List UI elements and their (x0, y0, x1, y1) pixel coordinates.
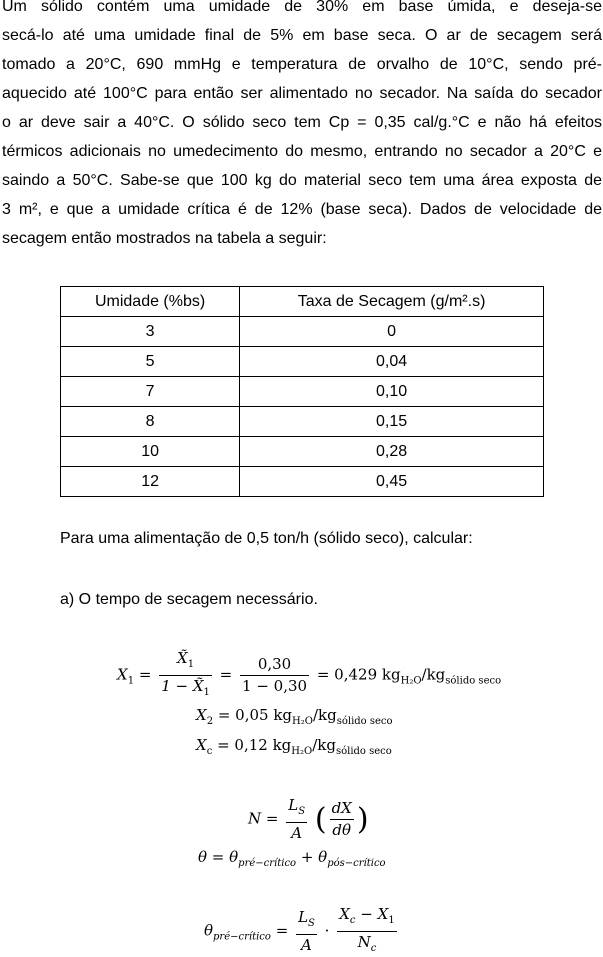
problem-line: Um sólido contém uma umidade de 30% em base úmida, e deseja-se (2, 0, 602, 15)
table-row (61, 437, 544, 467)
moisture-cell: 3 (61, 317, 240, 347)
rate-cell: 0,28 (240, 437, 544, 467)
table-row (61, 467, 544, 497)
column-header-moisture: Umidade (%bs) (61, 287, 240, 317)
problem-line: secagem então mostrados na tabela a seguir: (2, 230, 327, 247)
equation-x1: $X_1$ = $\frac{X̃_1}{1 - X̃_1}$ = $\frac{0,30}{1 - 0,30}$ = 0,429 $kg_{H_2O}/kg_{sólido seco}$ (117, 650, 501, 701)
problem-statement (2, 0, 602, 253)
equation-total-time: $\theta = \theta_{pré-crítico} + \theta_{pós-crítico}$ (198, 848, 386, 869)
moisture-cell: 10 (61, 437, 240, 467)
table-header-row (61, 287, 544, 317)
moisture-cell: 8 (61, 407, 240, 437)
problem-line: térmicos adicionais no umedecimento do mesmo, entrando no secador a 20°C e (2, 143, 602, 160)
moisture-cell: 12 (61, 467, 240, 497)
problem-line: o ar deve sair a 40°C. O sólido seco tem Cp = 0,35 cal/g.°C e não há efeitos (2, 114, 602, 131)
rate-cell: 0 (240, 317, 544, 347)
moisture-cell: 7 (61, 377, 240, 407)
problem-line: secá-lo até uma umidade final de 5% em base seca. O ar de secagem será (2, 27, 602, 44)
table-row (61, 317, 544, 347)
fraction: $\frac{L_S}{A}$ (288, 796, 306, 842)
moisture-cell: 5 (61, 347, 240, 377)
fraction: $\frac{L_S}{A}$ (298, 908, 315, 954)
table-row (61, 407, 544, 437)
problem-line: saindo a 50°C. Sabe-se que 100 kg do material seco tem uma área exposta de (2, 172, 602, 189)
rate-cell: 0,10 (240, 377, 544, 407)
problem-line: aquecido até 100°C para então ser alimentado no secador. Na saída do secador (2, 85, 602, 102)
fraction: $\frac{0,30}{1 - 0,30}$ (242, 655, 308, 695)
feed-question: Para uma alimentação de 0,5 ton/h (sólido seco), calcular: (60, 530, 473, 547)
column-header-drying-rate: Taxa de Secagem (g/m².s) (240, 287, 544, 317)
rate-cell: 0,45 (240, 467, 544, 497)
drying-rate-table (60, 286, 544, 497)
fraction: $\frac{X̃_1}{1 - X̃_1}$ (161, 649, 210, 698)
equation-xc: $X_c = 0,12$ $kg_{H_2O}/kg_{sólido seco}$ (196, 736, 392, 757)
rate-cell: 0,04 (240, 347, 544, 377)
rate-cell: 0,15 (240, 407, 544, 437)
fraction: $\frac{dX}{d\theta}$ (331, 799, 352, 839)
equation-precritical-time: $\theta_{pré-crítico}$ = $\frac{L_S}{A}$ · $\frac{X_c - X_1}{N_c}$ (204, 906, 400, 957)
fraction: $\frac{X_c - X_1}{N_c}$ (339, 905, 395, 954)
table-row (61, 347, 544, 377)
item-a: a) O tempo de secagem necessário. (60, 591, 318, 608)
equation-x2: $X_2 = 0,05$ $kg_{H_2O}/kg_{sólido seco}$ (196, 706, 393, 727)
problem-line: 3 m², e que a umidade crítica é de 12% (base seca). Dados de velocidade de (2, 201, 602, 218)
equation-drying-rate: N = $\frac{L_S}{A}$ ( $\frac{dX}{d\theta}$ ) (248, 796, 369, 842)
table-row (61, 377, 544, 407)
problem-line: tomado a 20°C, 690 mmHg e temperatura de orvalho de 10°C, sendo pré- (2, 56, 602, 73)
